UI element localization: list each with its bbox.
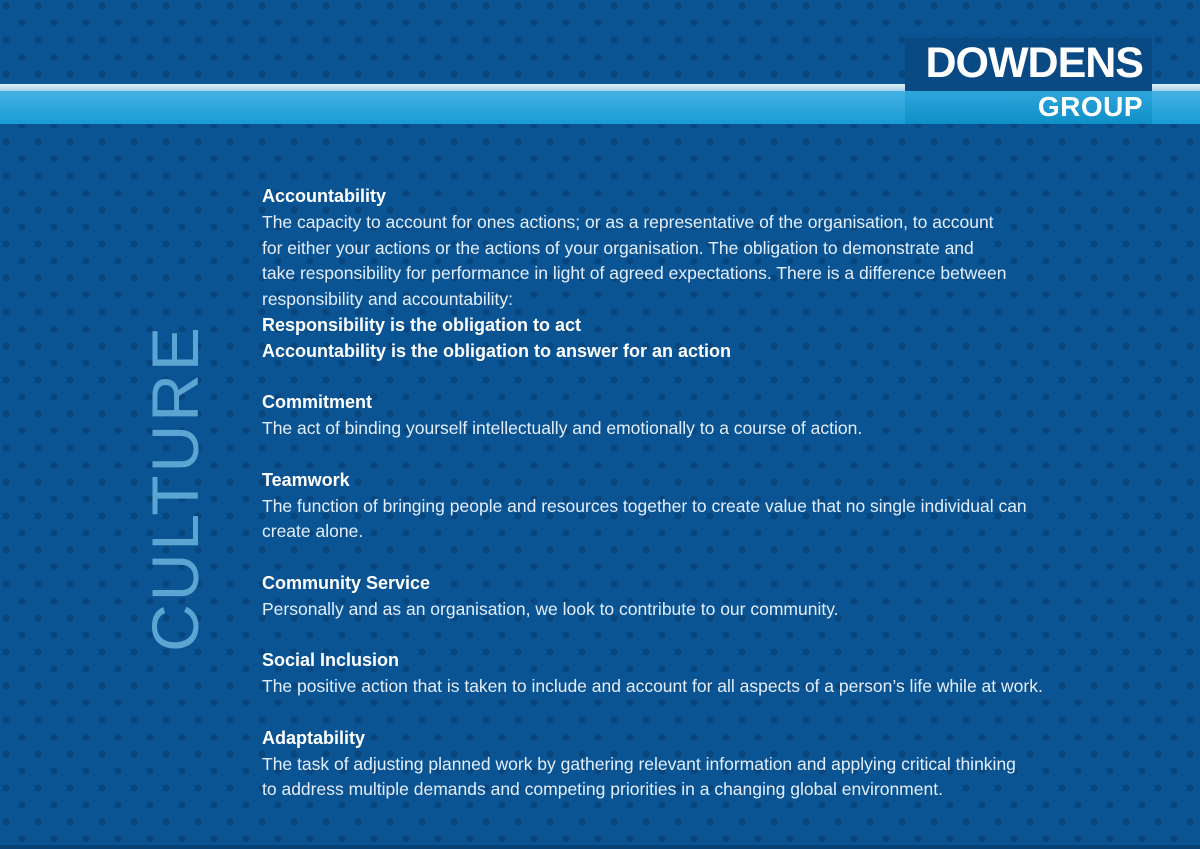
section-line: The positive action that is taken to include and account for all aspects of a person’s life while at work. xyxy=(262,676,1043,697)
section-line: Personally and as an organisation, we look to contribute to our community. xyxy=(262,598,839,619)
section-line: create alone. xyxy=(262,521,364,542)
culture-vertical-title: CULTURE xyxy=(138,324,212,652)
culture-section xyxy=(262,648,1122,700)
section-line: Accountability is the obligation to answer for an action xyxy=(262,340,732,361)
section-heading: Teamwork xyxy=(262,469,350,490)
section-line: Responsibility is the obligation to act xyxy=(262,314,582,335)
page-bottom-edge xyxy=(0,845,1200,849)
culture-section xyxy=(262,468,1122,545)
logo-wordmark-group: GROUP xyxy=(905,91,1152,124)
section-heading: Commitment xyxy=(262,392,373,413)
section-heading: Community Service xyxy=(262,572,431,593)
culture-section xyxy=(262,184,1122,365)
section-line: for either your actions or the actions of your organisation. The obligation to demonstrate and xyxy=(262,237,974,258)
section-line: take responsibility for performance in light of agreed expectations. There is a difference between xyxy=(262,263,1007,284)
section-line: The capacity to account for ones actions; or as a representative of the organisation, to account xyxy=(262,211,994,232)
section-line: The task of adjusting planned work by gathering relevant information and applying critical thinking xyxy=(262,753,1016,774)
section-heading: Social Inclusion xyxy=(262,650,400,671)
culture-section xyxy=(262,390,1122,442)
section-line: The act of binding yourself intellectually and emotionally to a course of action. xyxy=(262,418,863,439)
dowdens-group-logo xyxy=(905,38,1152,124)
culture-section xyxy=(262,726,1122,803)
logo-wordmark-dowdens: DOWDENS xyxy=(905,38,1152,91)
sections xyxy=(262,184,1122,829)
culture-section xyxy=(262,571,1122,623)
section-line: The function of bringing people and resources together to create value that no single individual can xyxy=(262,495,1027,516)
section-line: responsibility and accountability: xyxy=(262,289,513,310)
section-line: to address multiple demands and competing priorities in a changing global environment. xyxy=(262,779,943,800)
section-heading: Accountability xyxy=(262,186,387,206)
section-heading: Adaptability xyxy=(262,727,366,748)
